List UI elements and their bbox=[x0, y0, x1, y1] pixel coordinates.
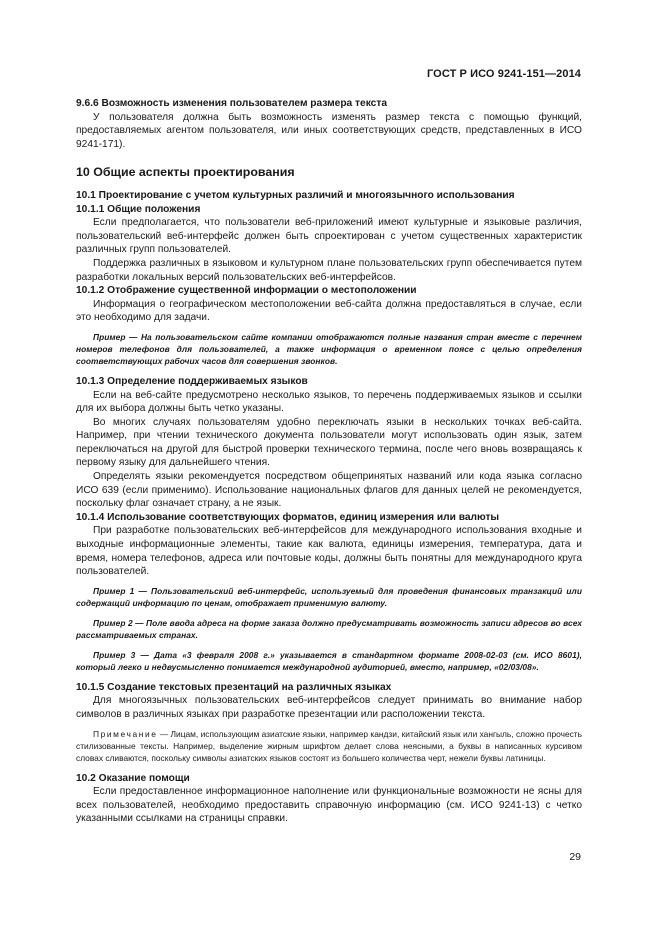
section-10-1-4-paragraph: При разработке пользовательских веб-интерфейсов для международного использования входные и выходные информационные элементы, такие как валюта, единицы измерения, температура, дата и время, номера телефонов, адреса или почтовые коды, должны быть понятны для международного круга пользователей. bbox=[76, 525, 582, 578]
section-10-1-3-title: 10.1.3 Определение поддерживаемых языков bbox=[76, 375, 308, 387]
section-10-1-3-paragraph-3: Определять языки рекомендуется посредством общепринятых названий или кода языка согласно ИСО 639 (если применимо). Использование национальных флагов для данных целей не рекомендуется, поскольку флаг означает страну, а не язык. bbox=[76, 471, 582, 510]
section-10-1-3-paragraph-1: Если на веб-сайте предусмотрено несколько языков, то перечень поддерживаемых языков и ссылки для их выбора должны быть четко указаны. bbox=[76, 389, 582, 415]
section-10-1-4-example-3: Пример 3 — Дата «3 февраля 2008 г.» указывается в стандартном формате 2008-02-03 (см. ИСО 8601), который легко и недвусмысленно понимается международной аудиторией, вместо, например, «02/03/08». bbox=[76, 649, 582, 672]
note-label: Примечание bbox=[93, 728, 158, 739]
section-10-title: 10 Общие аспекты проектирования bbox=[76, 165, 295, 180]
page-content bbox=[76, 97, 582, 826]
section-10-2-paragraph: Если предоставленное информационное наполнение или функциональные возможности не ясны для всех пользователей, необходимо предоставить справочную информацию (см. ИСО 9241-13) с четко указанными ссылками на страницы справки. bbox=[76, 786, 582, 825]
section-10-1-4-example-2: Пример 2 — Поле ввода адреса на форме заказа должно предусматривать возможность записи адресов во всех рассматриваемых странах. bbox=[76, 617, 582, 640]
section-10-1-2-title: 10.1.2 Отображение существенной информации о местоположении bbox=[76, 285, 417, 297]
section-10-1-4-title: 10.1.4 Использование соответствующих форматов, единиц измерения или валюты bbox=[76, 511, 500, 523]
note-text: — Лицам, использующим азиатские языки, например кандзи, китайский язык или хангыль, сложно прочесть стилизованные тексты. Например, выделение жирным шрифтом делает слова неясными, а буквы в написанных курсивом словах сливаются, поскольку символы азиатских языков состоят из большего количества черт, нежели буквы латиницы. bbox=[76, 728, 582, 763]
section-10-1-5-note bbox=[76, 728, 582, 764]
section-10-1-2-example: Пример — На пользовательском сайте компании отображаются полные названия стран вместе с перечнем номеров телефонов для пользователей, а также информация о временном поясе с целью определения соответствующих рабочих часов для совершения звонков. bbox=[76, 331, 582, 366]
section-10-2-title: 10.2 Оказание помощи bbox=[76, 772, 190, 784]
section-10-1-2-paragraph: Информация о географическом местоположении веб-сайта должна предоставляться в случае, если это необходимо для задачи. bbox=[76, 298, 582, 324]
section-9-6-6-title: 9.6.6 Возможность изменения пользователем размера текста bbox=[76, 98, 387, 109]
page-number: 29 bbox=[569, 851, 581, 863]
section-10-1-1-title: 10.1.1 Общие положения bbox=[76, 203, 201, 215]
section-10-1-1-paragraph-1: Если предполагается, что пользователи веб-приложений имеют культурные и языковые различия, пользовательский веб-интерфейс должен быть спроектирован с учетом существенных характеристик различных групп пользователей. bbox=[76, 217, 582, 256]
section-9-6-6-paragraph: У пользователя должна быть возможность изменять размер текста с помощью функций, предоставляемых агентом пользователя, или иных соответствующих средств, представленных в ИСО 9241-171). bbox=[76, 111, 582, 150]
section-10-1-1-paragraph-2: Поддержка различных в языковом и культурном плане пользовательских групп обеспечивается путем разработки локальных версий пользовательских веб-интерфейсов. bbox=[76, 257, 582, 283]
section-10-1-5-paragraph: Для многоязычных пользовательских веб-интерфейсов следует принимать во внимание набор символов в различных языках при разработке презентации или расположении текста. bbox=[76, 695, 582, 720]
section-10-1-4-example-1: Пример 1 — Пользовательский веб-интерфейс, используемый для проведения финансовых транзакций или содержащий информацию по ценам, отображает применимую валюту. bbox=[76, 585, 582, 608]
section-10-1-3-paragraph-2: Во многих случаях пользователям удобно переключать языки в нескольких точках веб-сайта. Например, при чтении технического документа пользователи могут использовать один язык, затем переключаться на другой для быстрой проверки технического термина, после чего вновь возвращаясь к первому языку для дальнейшего чтения. bbox=[76, 416, 582, 469]
document-header: ГОСТ Р ИСО 9241-151—2014 bbox=[426, 68, 581, 80]
section-10-1-5-title: 10.1.5 Создание текстовых презентаций на различных языках bbox=[76, 681, 392, 693]
section-10-1-title: 10.1 Проектирование с учетом культурных различий и многоязычного использования bbox=[76, 189, 515, 201]
